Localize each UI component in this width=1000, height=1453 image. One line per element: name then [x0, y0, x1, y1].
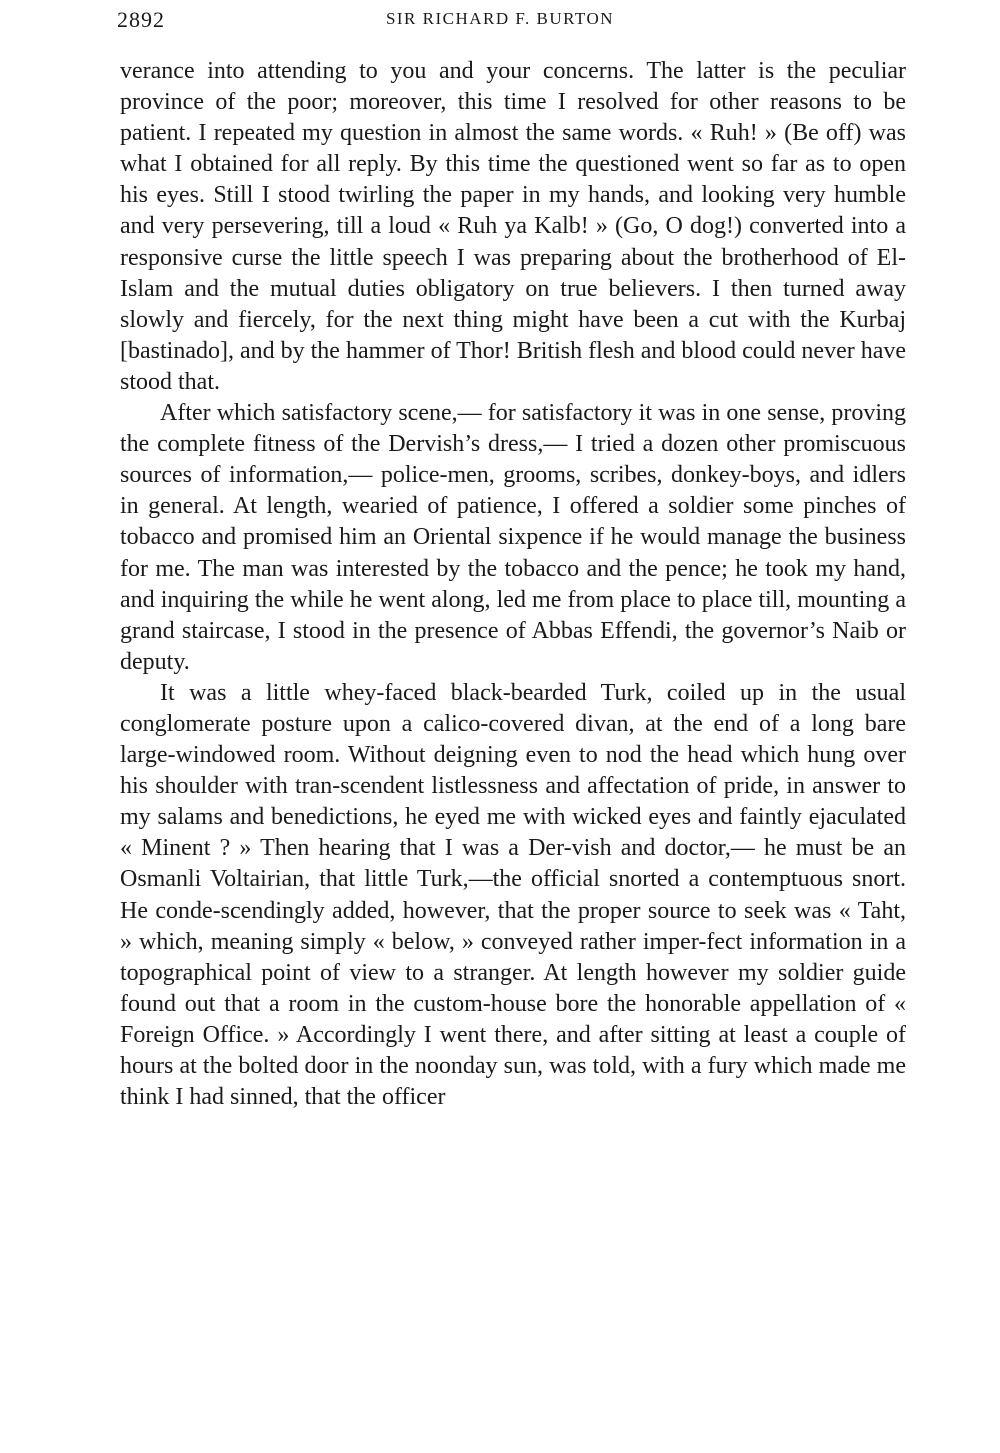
page-number: 2892 — [117, 7, 165, 32]
body-text — [120, 56, 906, 1113]
paragraph: After which satisfactory scene,— for satisfactory it was in one sense, proving the complete fitness of the Dervish’s dress,— I tried a dozen other promiscuous sources of information,— police-men, grooms, scribes, donkey-boys, and idlers in general. At length, wearied of patience, I offered a soldier some pinches of tobacco and promised him an Oriental sixpence if he would manage the business for me. The man was interested by the tobacco and the pence; he took my hand, and inquiring the while he went along, led me from place to place till, mounting a grand staircase, I stood in the presence of Abbas Effendi, the governor’s Naib or deputy. — [120, 400, 906, 675]
paragraph-continued: verance into attending to you and your concerns. The latter is the peculiar province of the poor; moreover, this time I resolved for other reasons to be patient. I repeated my question in almost the same words. « Ruh! » (Be off) was what I obtained for all reply. By this time the questioned went so far as to open his eyes. Still I stood twirling the paper in my hands, and looking very humble and very persevering, till a loud « Ruh ya Kalb! » (Go, O dog!) converted into a responsive curse the little speech I was preparing about the brotherhood of El-Islam and the mutual duties obligatory on true believers. I then turned away slowly and fiercely, for the next thing might have been a cut with the Kurbaj [bastinado], and by the hammer of Thor! British flesh and blood could never have stood that. — [120, 58, 907, 395]
paragraph: It was a little whey-faced black-bearded Turk, coiled up in the usual conglomerate posture upon a calico-covered divan, at the end of a long bare large-windowed room. Without deigning even to nod the head which hung over his shoulder with tran-scendent listlessness and affectation of pride, in answer to my salams and benedictions, he eyed me with wicked eyes and faintly ejaculated « Minent ? » Then hearing that I was a Der-vish and doctor,— he must be an Osmanli Voltairian, that little Turk,—the official snorted a contemptuous snort. He conde-scendingly added, however, that the proper source to seek was « Taht, » which, meaning simply « below, » conveyed rather imper-fect information in a topographical point of view to a stranger. At length however my soldier guide found out that a room in the custom-house bore the honorable appellation of « Foreign Office. » Accordingly I went there, and after sitting at least a couple of hours at the bolted door in the noonday sun, was told, with a fury which made me think I had sinned, that the officer — [120, 679, 906, 1111]
running-head: SIR RICHARD F. BURTON — [385, 9, 615, 28]
